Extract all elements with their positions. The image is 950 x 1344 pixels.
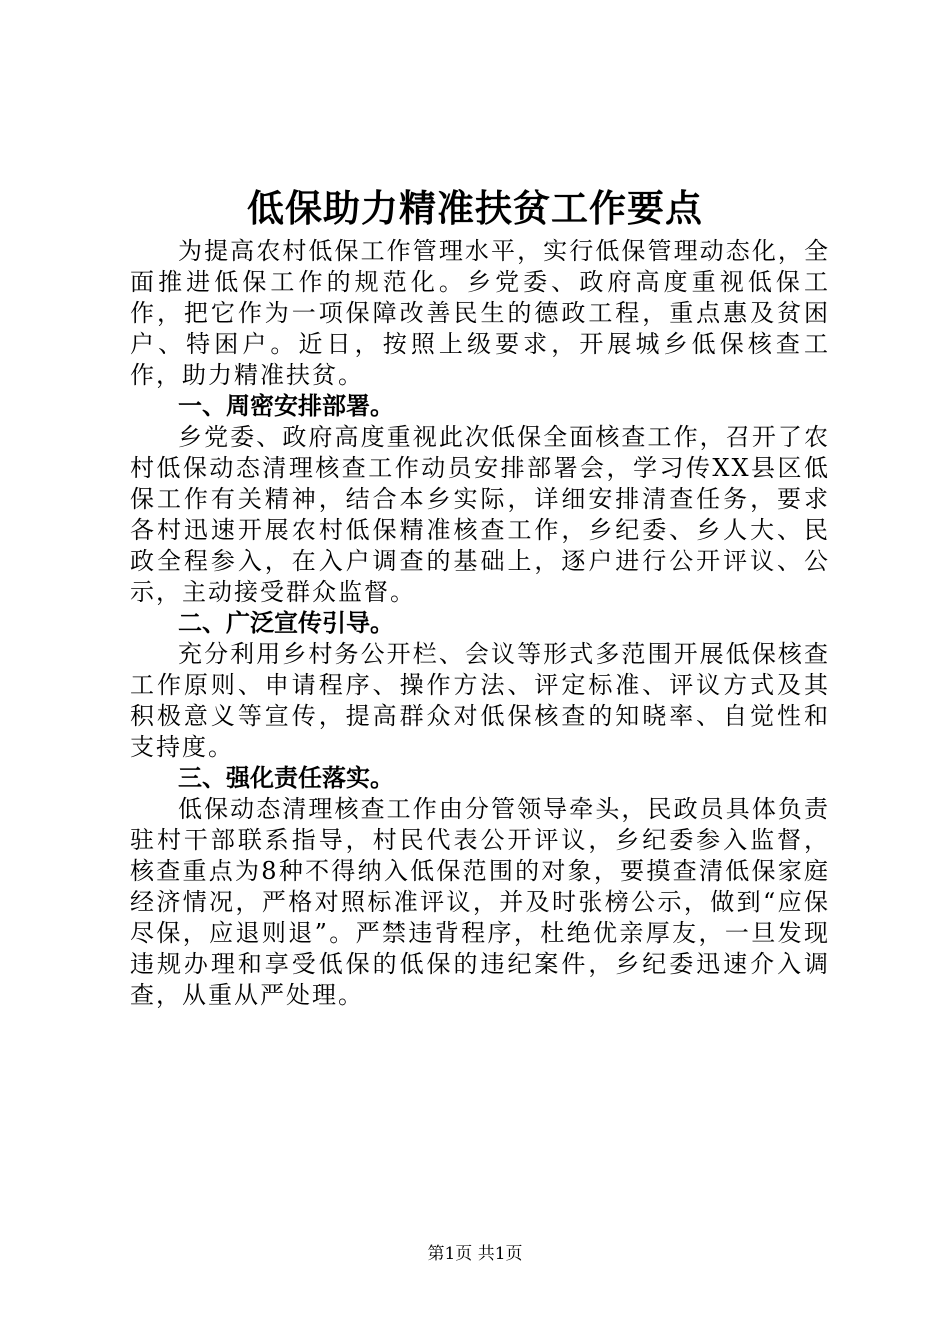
section-paragraph-1: 乡党委、政府高度重视此次低保全面核查工作，召开了农村低保动态清理核查工作动员安排部署会，学习传XX县区低保工作有关精神，结合本乡实际，详细安排清查任务，要求各村迅速开展农村低保精准核查工作，乡纪委、乡人大、民政全程参入，在入户调查的基础上，逐户进行公开评议、公示，主动接受群众监督。	[130, 423, 830, 606]
intro-paragraph: 为提高农村低保工作管理水平，实行低保管理动态化，全面推进低保工作的规范化。乡党委、政府高度重视低保工作，把它作为一项保障改善民生的德政工程，重点惠及贫困户、特困户。近日，按照上级要求，开展城乡低保核查工作，助力精准扶贫。	[130, 237, 830, 389]
page-number: 第1页 共1页	[427, 1244, 523, 1264]
section-heading-2: 二、广泛宣传引导。	[178, 609, 394, 637]
section-paragraph-2: 充分利用乡村务公开栏、会议等形式多范围开展低保核查工作原则、申请程序、操作方法、评定标准、评议方式及其积极意义等宣传，提高群众对低保核查的知晓率、自觉性和支持度。	[130, 640, 830, 761]
section-paragraph-3: 低保动态清理核查工作由分管领导牵头，民政员具体负责驻村干部联系指导，村民代表公开评议，乡纪委参入监督，核查重点为8种不得纳入低保范围的对象，要摸查清低保家庭经济情况，严格对照标准评议，并及时张榜公示，做到“应保尽保，应退则退”。严禁违背程序，杜绝优亲厚友，一旦发现违规办理和享受低保的低保的违纪案件，乡纪委迅速介入调查，从重从严处理。	[130, 795, 830, 1009]
section-heading-3: 三、强化责任落实。	[178, 764, 394, 792]
document-title: 低保助力精准扶贫工作要点	[247, 186, 703, 230]
document-body	[130, 236, 830, 1011]
section-heading-1: 一、周密安排部署。	[178, 392, 394, 420]
